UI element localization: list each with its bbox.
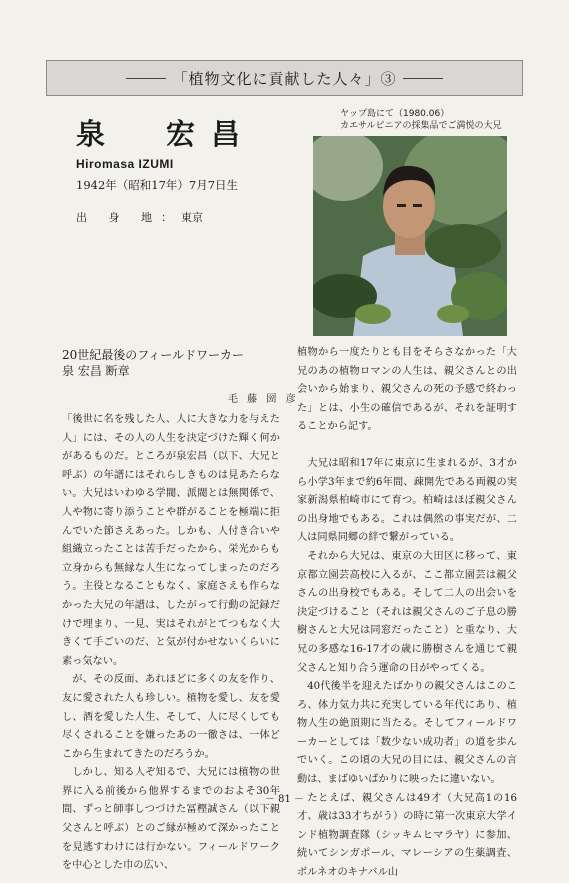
paragraph: 植物から一度たりとも目をそらさなかった「大兄のあの植物ロマンの人生は、親父さんとの出会いから始まり、親父さんの死の予感で終わった」とは、小生の確信であるが、それを証明することから記す。 (297, 347, 517, 433)
paragraph: それから大兄は、東京の大田区に移って、東京都立園芸高校に入るが、ここ都立園芸は親父さんの出身校でもある。そして二人の出会いを決定づけること（それは親父さんのご子息の勝樹さんと大兄は同窓だったこと）と重なり、大兄の多感な16-17才の歳に勝樹さんを通じて親父さんと知り合う運命の日がやってくる。 (297, 550, 517, 674)
photo-caption-line1: ヤップ島にて（1980.06） (340, 109, 450, 119)
birth-date: 1942年（昭和17年）7月7日生 (76, 178, 239, 192)
portrait-photo (313, 136, 507, 336)
birthplace (76, 209, 203, 225)
banner-rule-right (403, 78, 443, 79)
person-name-en: Hiromasa IZUMI (76, 157, 174, 171)
paragraph: 「後世に名を残した人、人に大きな力を与えた人」には、その人の人生を決定づけた輝く何かがあるものだ。ところが泉宏昌（以下、大兄と呼ぶ）の年譜にはそれらしきものは見あたらない。大兄はいわゆる学閥、派閥とは無関係で、人や物に寄り添うことや群がることを極端に拒んでいた節さえあった。しかも、人付き合いや組織立ったことは苦手だったから、栄光からも立身からも無縁な人生になってしまったのだろう。主役となることもなく、家庭さえも作らなかった大兄の年譜は、したがって行動の記録だけで埋まり、一見、実はそれがとてつもなく大きくて手ごいのだ、と気が付かせないくらいに素っ気ない。 (62, 414, 280, 667)
birthplace-label: 出 身 地： (76, 211, 181, 224)
paragraph: しかし、知る人ぞ知るで、大兄には植物の世界に入る前後から他界するまでのおよそ30年間、ずっと師事しつづけた冨樫誠さん（以下親父さんと呼ぶ）とのご縁が極めて深かったことを見逃すわけには行かない。フィールドワークを中心とした巾の広い、 (62, 767, 280, 872)
paragraph: 大兄は昭和17年に東京に生まれるが、3才から小学3年まで約6年間、疎開先である両親の実家新潟県柏崎市にて育つ。柏崎はほぼ親父さんの出身地でもある。これは偶然の事実だが、二人は同県同郷の絆で繋がっている。 (297, 457, 517, 544)
paragraph: 40代後半を迎えたばかりの親父さんはこのころ、体力気力共に充実している年代にあり、植物人生の絶頂期に当たる。そしてフィールドワーカーとしては「数少ない成功者」の道を歩んでいく。この頃の大兄の目には、親父さんの言動は、まばゆいばかりに映ったに違いない。 (297, 681, 517, 786)
article-column-left (62, 411, 280, 876)
paragraph: が、その反面、あれほどに多くの友を作り、友に愛された人も珍しい。植物を愛し、友を愛し、酒を愛した人生、そして、人に尽くしても尽くされることを嫌ったあの一徹さは、一体どこから生まれてきたのだろうか。 (62, 674, 280, 760)
photo-caption (340, 108, 502, 132)
page-number: － 81 － (264, 794, 305, 805)
photo-caption-line2: カエサルピニアの採集品でご満悦の大兄 (340, 121, 502, 131)
article-heading: 20世紀最後のフィールドワーカー (62, 348, 244, 362)
person-name-jp: 泉 宏昌 (76, 117, 257, 151)
series-banner (46, 60, 523, 96)
portrait-illustration (313, 136, 507, 336)
banner-rule-left (126, 78, 166, 79)
paragraph: たとえば、親父さんは49才（大兄高1の16才、歳は33才ちがう）の時に第一次東京大学インド植物調査隊（シッキムヒマラヤ）に参加、続いてシンガポール、マレーシアの生薬調査、ボルネオのキナバル山 (297, 792, 517, 879)
series-title: 「植物文化に貢献した人々」③ (172, 69, 397, 88)
article-subheading: 泉 宏昌 断章 (62, 364, 130, 378)
birthplace-value: 東京 (181, 211, 203, 224)
article-author: 毛 藤 圀 彦 (228, 394, 299, 405)
